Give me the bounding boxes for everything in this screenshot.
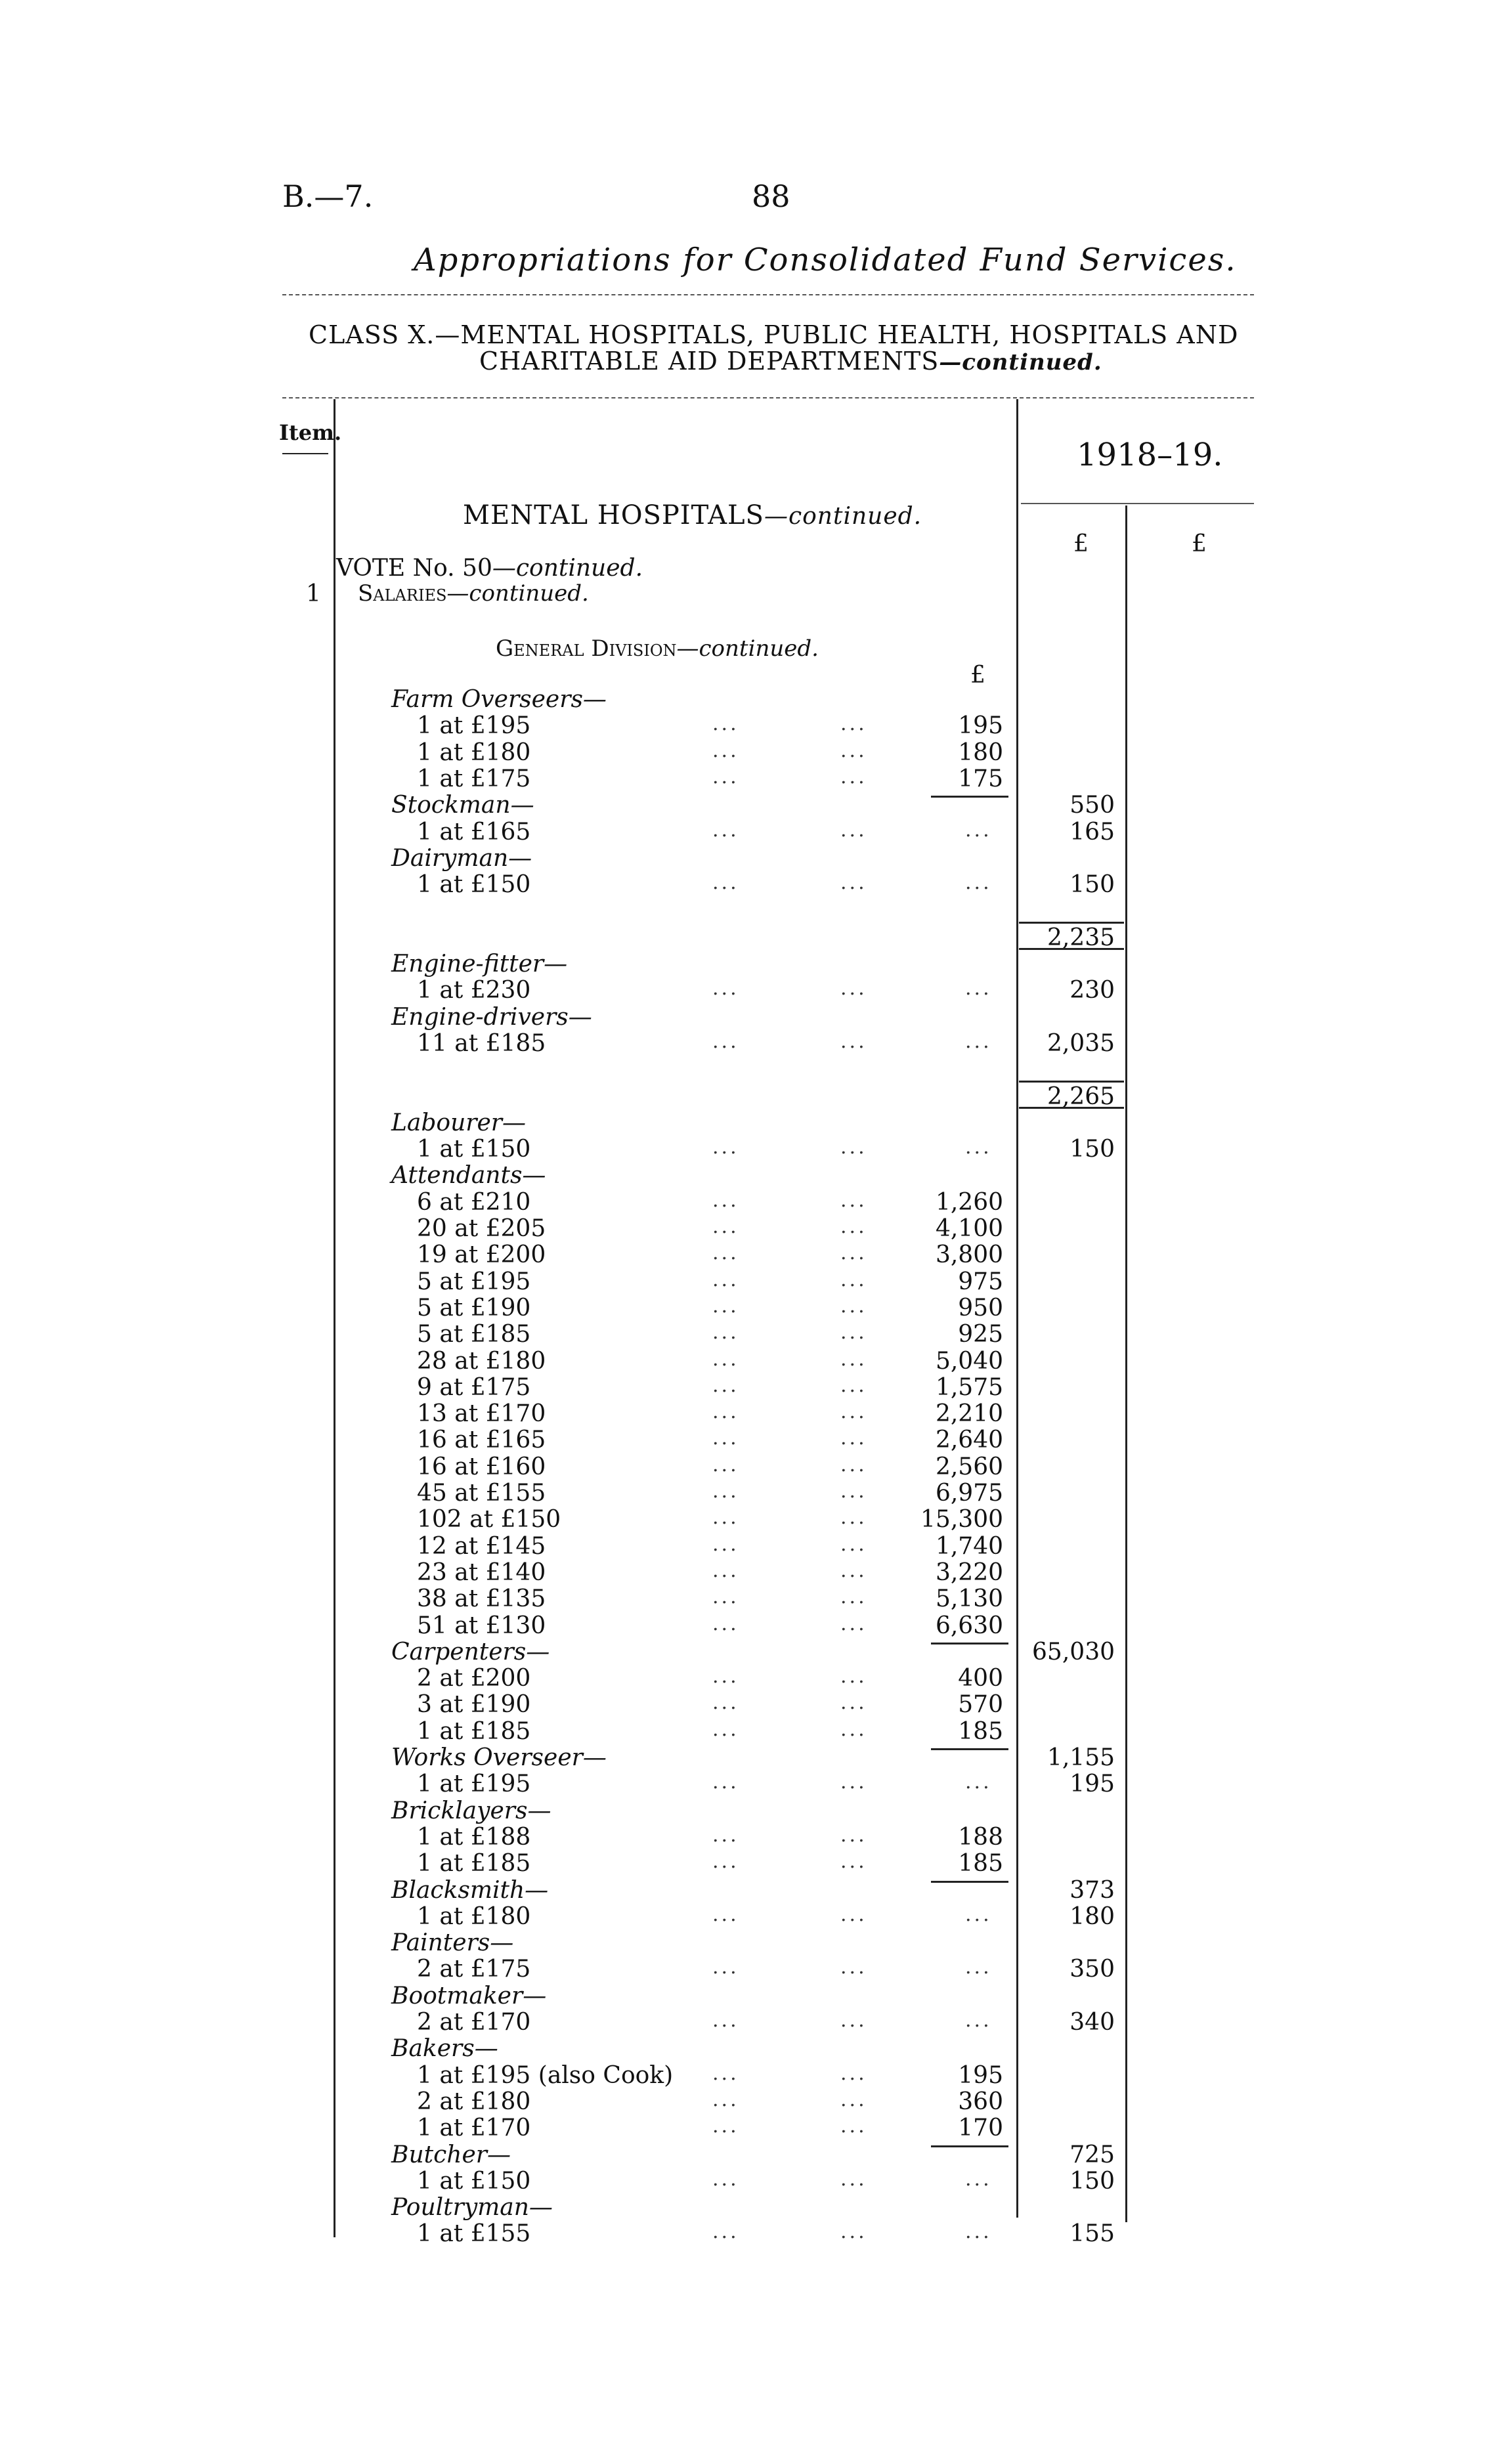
- subtotal-amount: 3,220: [935, 1558, 1003, 1586]
- leader-dots: ...: [840, 1823, 867, 1847]
- category-row: [0, 1929, 1512, 1956]
- subtotal-amount: 15,300: [920, 1506, 1003, 1534]
- leader-dots: ...: [840, 1506, 867, 1530]
- total-row: [0, 897, 1512, 924]
- leader-dots: ...: [712, 2088, 739, 2111]
- table-row: [0, 1189, 1512, 1215]
- rate-label: 2 at £170: [417, 2009, 531, 2036]
- table-row: [0, 2168, 1512, 2194]
- leader-dots: ...: [712, 1321, 739, 1344]
- leader-dots: ...: [712, 2061, 739, 2085]
- leader-dots: ...: [840, 1480, 867, 1503]
- amount-1918-19: 725: [1069, 2141, 1115, 2168]
- rate-label: 1 at £188: [417, 1823, 531, 1851]
- table-row: [0, 1903, 1512, 1929]
- leader-dots: ...: [712, 1241, 739, 1265]
- class-heading-rule: [282, 397, 1254, 398]
- subtotal-amount: 1,260: [935, 1188, 1003, 1216]
- year-header-rule: [1021, 503, 1254, 504]
- table-row: [0, 712, 1512, 739]
- leader-dots: ...: [712, 2220, 739, 2244]
- table-row: [0, 2062, 1512, 2088]
- subtotal-amount: 570: [958, 1691, 1003, 1719]
- leader-dots: ...: [712, 1585, 739, 1609]
- leader-dots: ...: [840, 871, 867, 895]
- rate-label: 12 at £145: [417, 1532, 546, 1560]
- rate-label: 1 at £165: [417, 818, 531, 846]
- leader-dots: ...: [840, 2088, 867, 2111]
- rate-label: 1 at £185: [417, 1850, 531, 1878]
- leader-dots: ...: [712, 1850, 739, 1874]
- item-number: 1: [306, 580, 321, 607]
- category-label: Works Overseer—: [391, 1744, 607, 1771]
- leader-dots: ...: [712, 1717, 739, 1741]
- leader-dots: ...: [965, 2220, 992, 2244]
- rate-label: 11 at £185: [417, 1029, 546, 1057]
- leader-dots: ...: [712, 1956, 739, 1979]
- vote-heading: VOTE No. 50—continued.: [336, 555, 643, 582]
- leader-dots: ...: [840, 1029, 867, 1053]
- subtotal-amount: 400: [958, 1665, 1003, 1692]
- leader-dots: ...: [712, 1373, 739, 1397]
- table-row: [0, 1453, 1512, 1480]
- category-row: [0, 1004, 1512, 1030]
- leader-dots: ...: [712, 2167, 739, 2191]
- table-row: [0, 1268, 1512, 1295]
- table-row: [0, 1241, 1512, 1268]
- table-row: [0, 1771, 1512, 1797]
- subtotal-amount: 5,130: [935, 1585, 1003, 1613]
- class-heading-line1: CLASS X.—MENTAL HOSPITALS, PUBLIC HEALTH, HOSPITALS AND: [309, 320, 1239, 349]
- amount-1918-19: 2,265: [1047, 1083, 1115, 1110]
- table-row: [0, 1506, 1512, 1532]
- subtotal-rule: [931, 2145, 1008, 2147]
- leader-dots: ...: [965, 871, 992, 895]
- leader-dots: ...: [840, 1373, 867, 1397]
- table-row: [0, 1321, 1512, 1347]
- rate-label: 45 at £155: [417, 1480, 546, 1507]
- subtotal-amount: 1,575: [935, 1373, 1003, 1401]
- table-row: [0, 765, 1512, 792]
- table-row: [0, 1665, 1512, 1691]
- category-row: [0, 792, 1512, 818]
- amount-1918-19: 150: [1069, 871, 1115, 899]
- leader-dots: ...: [712, 1400, 739, 1424]
- table-row: [0, 1824, 1512, 1850]
- category-label: Farm Overseers—: [391, 686, 607, 713]
- subtotal-amount: 2,640: [935, 1427, 1003, 1454]
- amount-1918-19: 230: [1069, 977, 1115, 1004]
- category-row: [0, 2194, 1512, 2220]
- amount-1918-19: 350: [1069, 1956, 1115, 1983]
- leader-dots: ...: [840, 1850, 867, 1874]
- rate-label: 5 at £195: [417, 1268, 531, 1295]
- rate-label: 1 at £180: [417, 739, 531, 766]
- amount-1918-19: 65,030: [1032, 1638, 1115, 1666]
- table-row: [0, 2009, 1512, 2035]
- category-row: [0, 1797, 1512, 1824]
- leader-dots: ...: [712, 977, 739, 1000]
- subtotal-amount: 1,740: [935, 1532, 1003, 1560]
- leader-dots: ...: [840, 1294, 867, 1318]
- page-title: Appropriations for Consolidated Fund Services.: [414, 242, 1237, 278]
- leader-dots: ...: [712, 1268, 739, 1291]
- leader-dots: ...: [840, 1400, 867, 1424]
- item-header-underline: [282, 453, 328, 454]
- amount-1918-19: 150: [1069, 1136, 1115, 1163]
- subtotal-amount: 4,100: [935, 1215, 1003, 1242]
- leader-dots: ...: [840, 712, 867, 736]
- category-row: [0, 1639, 1512, 1665]
- subtotal-amount: 175: [958, 765, 1003, 792]
- rate-label: 1 at £155: [417, 2220, 531, 2248]
- leader-dots: ...: [840, 977, 867, 1000]
- category-label: Poultryman—: [391, 2194, 553, 2222]
- rate-label: 1 at £170: [417, 2115, 531, 2142]
- subtotal-amount: 950: [958, 1294, 1003, 1322]
- subtotal-rule: [931, 796, 1008, 798]
- subtotal-amount: 2,210: [935, 1400, 1003, 1428]
- subtotal-amount: 185: [958, 1717, 1003, 1745]
- leader-dots: ...: [712, 2009, 739, 2032]
- category-row: [0, 1877, 1512, 1903]
- leader-dots: ...: [840, 1956, 867, 1979]
- table-row: [0, 739, 1512, 765]
- rate-label: 1 at £150: [417, 2167, 531, 2195]
- leader-dots: ...: [712, 1506, 739, 1530]
- leader-dots: ...: [712, 1427, 739, 1450]
- category-label: Butcher—: [391, 2141, 511, 2168]
- rate-label: 38 at £135: [417, 1585, 546, 1613]
- leader-dots: ...: [840, 1268, 867, 1291]
- leader-dots: ...: [712, 1347, 739, 1371]
- leader-dots: ...: [712, 1691, 739, 1715]
- table-row: [0, 1136, 1512, 1162]
- leader-dots: ...: [712, 1188, 739, 1212]
- subtotal-amount: 170: [958, 2115, 1003, 2142]
- rate-label: 19 at £200: [417, 1241, 546, 1269]
- amount-1918-19: 373: [1069, 1876, 1115, 1904]
- leader-dots: ...: [965, 2009, 992, 2032]
- total-rule: [1019, 948, 1124, 950]
- rate-label: 20 at £205: [417, 1215, 546, 1242]
- category-label: Bootmaker—: [391, 1982, 547, 2009]
- leader-dots: ...: [712, 1294, 739, 1318]
- category-row: [0, 2141, 1512, 2168]
- leader-dots: ...: [840, 1902, 867, 1926]
- total-row: [0, 924, 1512, 951]
- leader-dots: ...: [712, 1771, 739, 1794]
- subtotal-rule: [931, 1881, 1008, 1883]
- subtotal-amount: 195: [958, 2061, 1003, 2089]
- leader-dots: ...: [712, 1136, 739, 1159]
- leader-dots: ...: [965, 1136, 992, 1159]
- subcolumn-currency-symbol: £: [970, 662, 985, 689]
- leader-dots: ...: [840, 2115, 867, 2138]
- amount-1918-19: 2,035: [1047, 1029, 1115, 1057]
- category-label: Bricklayers—: [391, 1797, 551, 1824]
- page-number: 88: [752, 179, 790, 214]
- category-row: [0, 686, 1512, 712]
- subtotal-amount: 2,560: [935, 1453, 1003, 1480]
- leader-dots: ...: [840, 1532, 867, 1556]
- table-row: [0, 1585, 1512, 1612]
- category-row: [0, 1744, 1512, 1771]
- table-row: [0, 2088, 1512, 2115]
- leader-dots: ...: [712, 2115, 739, 2138]
- subtotal-amount: 975: [958, 1268, 1003, 1295]
- leader-dots: ...: [712, 1532, 739, 1556]
- rate-label: 16 at £160: [417, 1453, 546, 1480]
- leader-dots: ...: [965, 818, 992, 842]
- leader-dots: ...: [965, 1902, 992, 1926]
- leader-dots: ...: [712, 1215, 739, 1238]
- leader-dots: ...: [965, 2167, 992, 2191]
- year-column-header: 1918–19.: [1077, 437, 1223, 473]
- table-row: [0, 1400, 1512, 1427]
- salaries-heading: Salaries—continued.: [358, 580, 589, 607]
- category-row: [0, 1162, 1512, 1188]
- category-label: Bakers—: [391, 2035, 498, 2063]
- rate-label: 1 at £180: [417, 1902, 531, 1930]
- category-row: [0, 951, 1512, 977]
- rate-label: 16 at £165: [417, 1427, 546, 1454]
- subtotal-rule: [931, 1643, 1008, 1644]
- rate-label: 5 at £190: [417, 1294, 531, 1322]
- category-row: [0, 1109, 1512, 1136]
- leader-dots: ...: [712, 712, 739, 736]
- subtotal-amount: 195: [958, 712, 1003, 740]
- amount-1918-19: 550: [1069, 792, 1115, 819]
- rate-label: 1 at £185: [417, 1717, 531, 1745]
- item-column-header: Item.: [279, 420, 342, 445]
- subtotal-amount: 6,630: [935, 1612, 1003, 1639]
- rate-label: 9 at £175: [417, 1373, 531, 1401]
- rate-label: 2 at £200: [417, 1665, 531, 1692]
- subtotal-amount: 188: [958, 1823, 1003, 1851]
- rate-label: 13 at £170: [417, 1400, 546, 1428]
- category-label: Engine-fitter—: [391, 951, 568, 978]
- table-row: [0, 1533, 1512, 1559]
- rate-label: 1 at £195: [417, 1771, 531, 1798]
- leader-dots: ...: [712, 818, 739, 842]
- amount-1918-19: 2,235: [1047, 924, 1115, 951]
- leader-dots: ...: [840, 1665, 867, 1688]
- rate-label: 1 at £195 (also Cook): [417, 2061, 674, 2089]
- leader-dots: ...: [840, 1347, 867, 1371]
- leader-dots: ...: [840, 1188, 867, 1212]
- category-row: [0, 1983, 1512, 2009]
- rate-label: 2 at £180: [417, 2088, 531, 2115]
- table-row: [0, 1718, 1512, 1744]
- leader-dots: ...: [840, 1136, 867, 1159]
- rate-label: 51 at £130: [417, 1612, 546, 1639]
- rate-label: 102 at £150: [417, 1506, 561, 1534]
- rate-label: 1 at £230: [417, 977, 531, 1004]
- leader-dots: ...: [965, 1771, 992, 1794]
- table-row: [0, 1295, 1512, 1321]
- rate-label: 1 at £175: [417, 765, 531, 792]
- category-label: Carpenters—: [391, 1638, 550, 1666]
- table-row: [0, 1215, 1512, 1241]
- leader-dots: ...: [840, 2009, 867, 2032]
- total-rule: [1019, 1107, 1124, 1109]
- leader-dots: ...: [712, 1823, 739, 1847]
- leader-dots: ...: [840, 2061, 867, 2085]
- amount-1918-19: 1,155: [1047, 1744, 1115, 1771]
- leader-dots: ...: [840, 1691, 867, 1715]
- leader-dots: ...: [712, 1480, 739, 1503]
- leader-dots: ...: [965, 1956, 992, 1979]
- leader-dots: ...: [965, 977, 992, 1000]
- amount-1918-19: 340: [1069, 2009, 1115, 2036]
- table-row: [0, 819, 1512, 845]
- leader-dots: ...: [840, 818, 867, 842]
- subtotal-amount: 180: [958, 739, 1003, 766]
- amount-1918-19: 195: [1069, 1771, 1115, 1798]
- leader-dots: ...: [712, 1558, 739, 1582]
- category-label: Dairyman—: [391, 844, 532, 872]
- rate-label: 1 at £150: [417, 871, 531, 899]
- leader-dots: ...: [840, 1771, 867, 1794]
- leader-dots: ...: [840, 1321, 867, 1344]
- amount-1918-19: 180: [1069, 1902, 1115, 1930]
- table-row: [0, 977, 1512, 1003]
- category-label: Blacksmith—: [391, 1876, 549, 1904]
- subtotal-amount: 6,975: [935, 1480, 1003, 1507]
- leader-dots: ...: [712, 1612, 739, 1635]
- table-row: [0, 1427, 1512, 1453]
- leader-dots: ...: [840, 1612, 867, 1635]
- leader-dots: ...: [840, 739, 867, 762]
- leader-dots: ...: [712, 1029, 739, 1053]
- rate-label: 1 at £150: [417, 1136, 531, 1163]
- rate-label: 2 at £175: [417, 1956, 531, 1983]
- leader-dots: ...: [712, 765, 739, 788]
- category-label: Stockman—: [391, 792, 534, 819]
- table-row: [0, 1850, 1512, 1876]
- table-row: [0, 1374, 1512, 1400]
- category-row: [0, 845, 1512, 871]
- rate-label: 3 at £190: [417, 1691, 531, 1719]
- currency-symbol-left: £: [1073, 530, 1089, 557]
- leader-dots: ...: [840, 1558, 867, 1582]
- category-label: Labourer—: [391, 1109, 526, 1136]
- table-row: [0, 1030, 1512, 1056]
- table-row: [0, 1348, 1512, 1374]
- subtotal-amount: 925: [958, 1321, 1003, 1348]
- section-title: MENTAL HOSPITALS—continued.: [463, 500, 922, 530]
- subtotal-amount: 360: [958, 2088, 1003, 2115]
- division-heading: General Division—continued.: [496, 635, 819, 662]
- rate-label: 6 at £210: [417, 1188, 531, 1216]
- leader-dots: ...: [840, 765, 867, 788]
- table-row: [0, 1559, 1512, 1585]
- leader-dots: ...: [712, 1453, 739, 1476]
- leader-dots: ...: [712, 739, 739, 762]
- leader-dots: ...: [840, 1427, 867, 1450]
- subtotal-amount: 3,800: [935, 1241, 1003, 1269]
- table-row: [0, 1612, 1512, 1639]
- leader-dots: ...: [965, 1029, 992, 1053]
- amount-1918-19: 150: [1069, 2167, 1115, 2195]
- total-row: [0, 1083, 1512, 1109]
- table-row: [0, 871, 1512, 897]
- leader-dots: ...: [840, 1717, 867, 1741]
- document-reference: B.—7.: [282, 179, 374, 214]
- leader-dots: ...: [840, 2220, 867, 2244]
- leader-dots: ...: [712, 1902, 739, 1926]
- table-row: [0, 1691, 1512, 1717]
- table-row: [0, 1480, 1512, 1506]
- category-label: Attendants—: [391, 1162, 546, 1190]
- leader-dots: ...: [712, 871, 739, 895]
- subtotal-amount: 5,040: [935, 1347, 1003, 1375]
- leader-dots: ...: [840, 1241, 867, 1265]
- table-row: [0, 2220, 1512, 2246]
- category-label: Painters—: [391, 1929, 514, 1957]
- amount-1918-19: 155: [1069, 2220, 1115, 2248]
- currency-symbol-right: £: [1192, 530, 1207, 557]
- rate-label: 5 at £185: [417, 1321, 531, 1348]
- leader-dots: ...: [840, 1215, 867, 1238]
- subtotal-rule: [931, 1748, 1008, 1750]
- leader-dots: ...: [712, 1665, 739, 1688]
- title-rule: [282, 294, 1254, 295]
- table-row: [0, 2115, 1512, 2141]
- category-row: [0, 2035, 1512, 2061]
- table-row: [0, 1956, 1512, 1982]
- leader-dots: ...: [840, 2167, 867, 2191]
- leader-dots: ...: [840, 1585, 867, 1609]
- total-row: [0, 1056, 1512, 1083]
- rate-label: 28 at £180: [417, 1347, 546, 1375]
- rate-label: 1 at £195: [417, 712, 531, 740]
- leader-dots: ...: [840, 1453, 867, 1476]
- total-rule: [1019, 1081, 1124, 1083]
- subtotal-amount: 185: [958, 1850, 1003, 1878]
- total-rule: [1019, 922, 1124, 924]
- rate-label: 23 at £140: [417, 1558, 546, 1586]
- amount-1918-19: 165: [1069, 818, 1115, 846]
- class-heading-line2: CHARITABLE AID DEPARTMENTS—continued.: [479, 347, 1102, 376]
- category-label: Engine-drivers—: [391, 1003, 592, 1031]
